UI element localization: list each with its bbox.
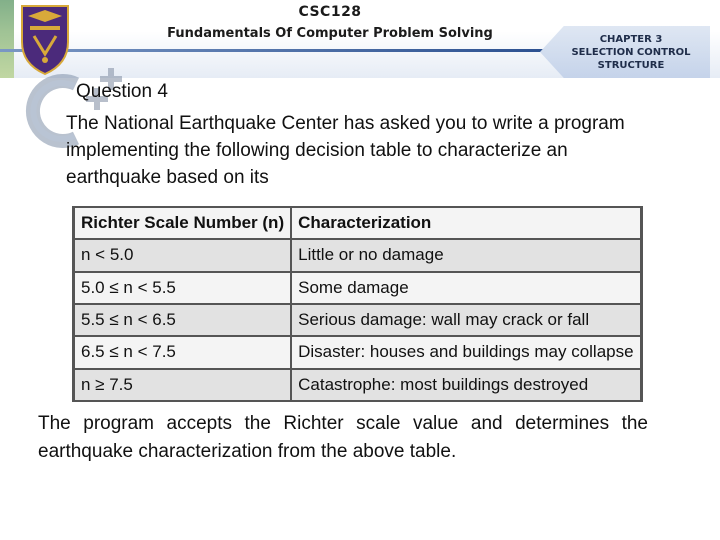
question-title: Question 4 bbox=[76, 81, 168, 102]
richter-range: n ≥ 7.5 bbox=[74, 369, 292, 401]
chapter-topic-line-1: SELECTION CONTROL bbox=[571, 47, 691, 58]
chapter-topic-line-2: STRUCTURE bbox=[597, 60, 665, 71]
characterization: Catastrophe: most buildings destroyed bbox=[291, 369, 641, 401]
characterization: Some damage bbox=[291, 272, 641, 304]
course-title: Fundamentals Of Computer Problem Solving bbox=[167, 26, 493, 41]
table-edge bbox=[641, 239, 643, 271]
table-row bbox=[72, 336, 643, 368]
table-header-row bbox=[72, 207, 643, 239]
table-edge bbox=[641, 336, 643, 368]
table-row bbox=[72, 239, 643, 271]
table-row bbox=[72, 304, 643, 336]
decision-table bbox=[72, 206, 634, 402]
characterization: Serious damage: wall may crack or fall bbox=[291, 304, 641, 336]
characterization: Little or no damage bbox=[291, 239, 641, 271]
richter-range: 6.5 ≤ n < 7.5 bbox=[74, 336, 292, 368]
chapter-number: CHAPTER 3 bbox=[599, 34, 663, 45]
university-crest-logo bbox=[18, 2, 72, 76]
table-edge bbox=[641, 272, 643, 304]
header-characterization: Characterization bbox=[291, 207, 641, 239]
header-rule bbox=[0, 49, 560, 52]
chapter-label bbox=[556, 33, 706, 72]
question-outro-text: The program accepts the Richter scale value and determines the earthquake characterization from the above table. bbox=[38, 413, 648, 462]
header-decoration-strip bbox=[0, 0, 14, 78]
table-edge bbox=[641, 207, 643, 239]
richter-range: n < 5.0 bbox=[74, 239, 292, 271]
table-row bbox=[72, 369, 643, 401]
header-richter: Richter Scale Number (n) bbox=[74, 207, 292, 239]
table-row bbox=[72, 272, 643, 304]
richter-range: 5.5 ≤ n < 6.5 bbox=[74, 304, 292, 336]
richter-range: 5.0 ≤ n < 5.5 bbox=[74, 272, 292, 304]
question-intro-text: The National Earthquake Center has asked you to write a program implementing the following decision table to characterize an earthquake based on its bbox=[66, 113, 625, 188]
table-edge bbox=[641, 369, 643, 401]
course-code: CSC128 bbox=[298, 4, 362, 20]
characterization: Disaster: houses and buildings may collapse bbox=[291, 336, 641, 368]
table-edge bbox=[641, 304, 643, 336]
